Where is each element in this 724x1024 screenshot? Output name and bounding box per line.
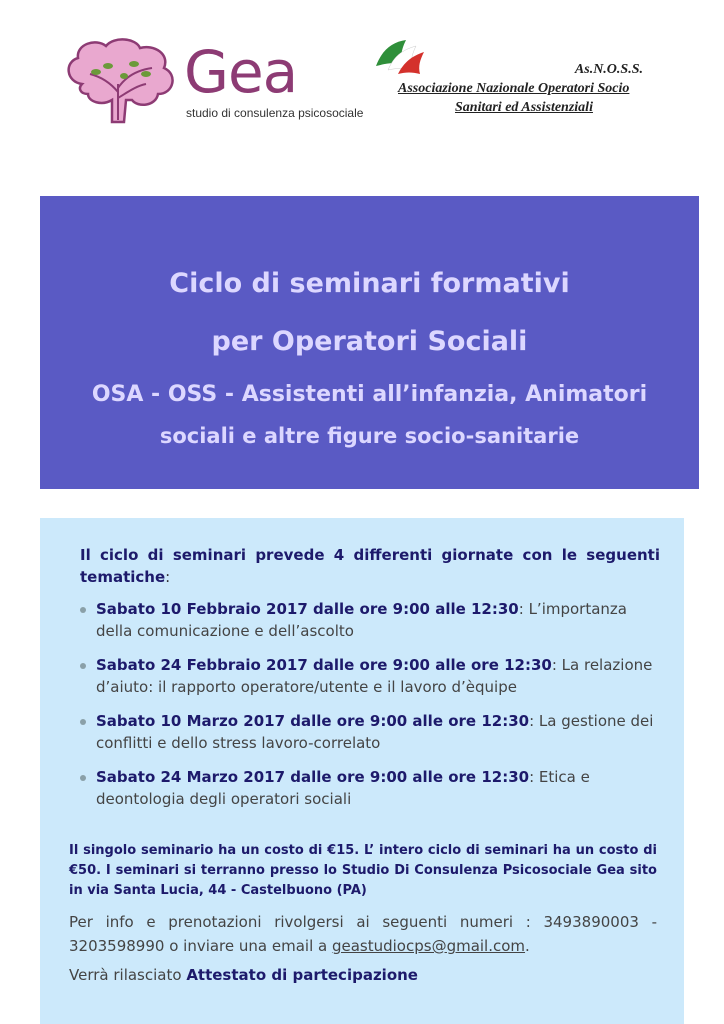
gea-logo <box>62 36 364 128</box>
bullet-icon <box>80 719 86 725</box>
bullet-icon <box>80 775 86 781</box>
asnoss-short: As.N.O.S.S. <box>574 62 643 77</box>
banner-title-line1: Ciclo di seminari formativi <box>169 268 570 299</box>
seminar-topic: : Etica e deontologia degli operatori sociali <box>96 768 590 808</box>
seminar-list <box>78 598 663 822</box>
seminar-date: Sabato 24 Marzo 2017 dalle ore 9:00 alle ore 12:30 <box>96 768 530 786</box>
banner-subtitle-line1: OSA - OSS - Assistenti all’infanzia, Animatori <box>91 382 648 407</box>
gea-subtitle: studio di consulenza psicosociale <box>186 106 364 120</box>
asnoss-line1: Associazione Nazionale Operatori Socio <box>398 81 630 96</box>
contact-text: Per info e prenotazioni rivolgersi ai seguenti numeri : 3493890003 - 3203598990 o inviare una email a geastudiocps@gmail.com. <box>69 913 657 955</box>
list-item <box>78 766 663 810</box>
title-banner <box>40 196 699 489</box>
banner-title-line2: per Operatori Sociali <box>211 326 528 357</box>
seminar-date: Sabato 10 Febbraio 2017 dalle ore 9:00 alle 12:30 <box>96 600 519 618</box>
email-link[interactable]: geastudiocps@gmail.com <box>331 937 526 955</box>
cost-location-text: Il singolo seminario ha un costo di €15. L’ intero ciclo di seminari ha un costo di €50. I seminari si terranno presso lo Studio Di Consulenza Psicosociale Gea sito in via Santa Lucia, 44 - Castelbuono (PA) <box>69 843 657 898</box>
list-item <box>78 710 663 754</box>
seminar-date: Sabato 24 Febbraio 2017 dalle ore 9:00 alle ore 12:30 <box>96 656 552 674</box>
tree-brain-icon <box>62 36 182 128</box>
bullet-icon <box>80 663 86 669</box>
intro-text: Il ciclo di seminari prevede 4 differenti giornate con le seguenti tematiche: <box>80 546 660 586</box>
list-item <box>78 598 663 642</box>
bullet-icon <box>80 607 86 613</box>
banner-subtitle-line2: sociali e altre figure socio-sanitarie <box>159 424 580 448</box>
asnoss-line2: Sanitari ed Assistenziali <box>455 100 593 115</box>
asnoss-logo <box>398 60 683 117</box>
list-item <box>78 654 663 698</box>
seminar-topic: : La relazione d’aiuto: il rapporto operatore/utente e il lavoro d’èquipe <box>96 656 653 696</box>
seminar-topic: : L’importanza della comunicazione e dell’ascolto <box>96 600 627 640</box>
certificate-text: Verrà rilasciato Attestato di partecipazione <box>69 966 418 984</box>
info-box <box>40 518 684 1024</box>
gea-name: Gea <box>184 38 298 106</box>
seminar-topic: : La gestione dei conflitti e dello stress lavoro-correlato <box>96 712 654 752</box>
seminar-date: Sabato 10 Marzo 2017 dalle ore 9:00 alle ore 12:30 <box>96 712 530 730</box>
